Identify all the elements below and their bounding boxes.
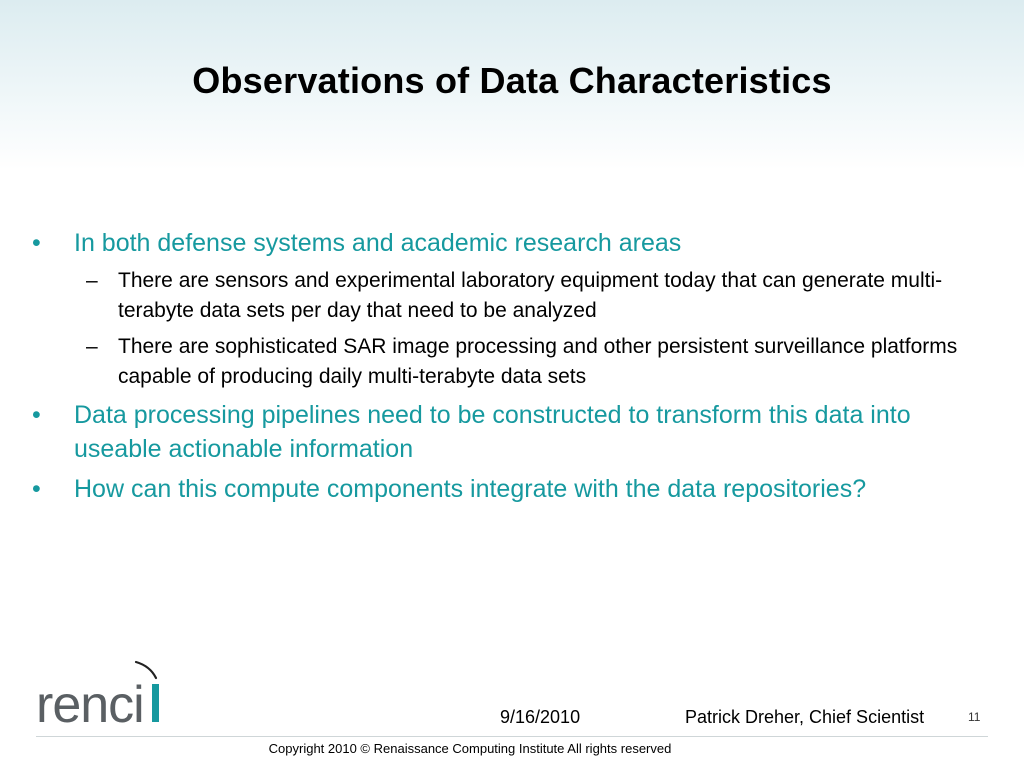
renci-logo: [36, 660, 166, 728]
footer-date: 9/16/2010: [500, 707, 581, 727]
bullet-item: [30, 398, 990, 466]
bullet-text: In both defense systems and academic research areas: [74, 229, 682, 257]
dash-icon: –: [86, 269, 98, 292]
bullet-text: How can this compute components integrate with the data repositories?: [74, 475, 867, 503]
copyright-notice: Copyright 2010 © Renaissance Computing Institute All rights reserved: [268, 741, 672, 756]
bullet-text: Data processing pipelines need to be constructed to transform this data into useable actionable information: [74, 401, 911, 463]
bullet-icon: •: [32, 229, 41, 257]
bullet-icon: •: [32, 401, 41, 429]
bullet-item: [30, 472, 990, 506]
sub-bullet-item: [30, 266, 990, 326]
dash-icon: –: [86, 335, 98, 358]
sub-bullet-text: There are sensors and experimental laboratory equipment today that can generate multi-terabyte data sets per day that need to be analyzed: [118, 269, 943, 322]
sub-bullet-text: There are sophisticated SAR image processing and other persistent surveillance platforms capable of producing daily multi-terabyte data sets: [118, 335, 958, 388]
footer-divider: [36, 736, 988, 737]
slide-title: Observations of Data Characteristics: [192, 60, 832, 101]
bullet-icon: •: [32, 475, 41, 503]
bullet-list: [30, 226, 990, 512]
bullet-item: [30, 226, 990, 260]
logo-wordmark: renci: [36, 676, 144, 728]
page-number: 11: [968, 710, 981, 724]
footer-author: Patrick Dreher, Chief Scientist: [685, 707, 925, 727]
sub-bullet-item: [30, 332, 990, 392]
logo-bar-icon: [152, 684, 159, 722]
